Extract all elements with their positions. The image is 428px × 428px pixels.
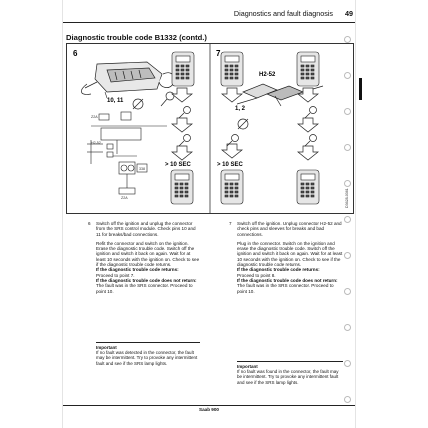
diagram-figure (66, 43, 354, 214)
thumb-index-tab (359, 78, 362, 100)
important-rule (96, 342, 200, 343)
step-7-condition-1: If the diagnostic trouble code returns: (237, 267, 320, 273)
step-7-text (237, 221, 343, 294)
circuit-diagram (87, 112, 167, 194)
binder-hole (344, 144, 351, 151)
binder-hole (344, 288, 351, 295)
step-6-condition-1: If the diagnostic trouble code returns: (96, 267, 179, 273)
timer-left: > 10 SEC (165, 162, 191, 168)
diagnostic-tool-right-bottom (221, 170, 243, 204)
ignition-key-icon-3 (179, 135, 191, 147)
pins-label: 10, 11 (107, 98, 124, 104)
section-title: Diagnostic trouble code B1332 (contd.) (66, 33, 207, 42)
step-right-number: 7 (216, 49, 221, 58)
step-left-number: 6 (73, 49, 78, 58)
binder-hole (344, 108, 351, 115)
step-6-result-1: Proceed to point 7. (96, 272, 135, 278)
step-7-number: 7 (229, 221, 232, 226)
binder-hole (344, 396, 351, 403)
step-6-para-2: Refit the connector and switch on the ignition. Erase the diagnostic trouble code. Switch off the ignition and switch it back on again. Wait for at least 10 seconds with the ignition on. Check to see if the diagnostic trouble code returns. (96, 240, 200, 268)
step-6-important-heading: Important (96, 345, 117, 350)
binder-hole (344, 252, 351, 259)
step-6-condition-2: If the diagnostic trouble code does not return: (96, 277, 197, 283)
step-6-important-text: If no fault was detected in the connector, the fault may be intermittent. Try to provoke any intermittent fault and see if the SRS lamp lights. (96, 350, 198, 366)
step-6-result-2: The fault was in the SRS connector. Proceed to point 10. (96, 283, 193, 294)
multimeter-icon-right (238, 119, 248, 129)
manual-page (63, 0, 355, 428)
binder-hole (344, 324, 351, 331)
header-title: Diagnostics and fault diagnosis (233, 9, 333, 18)
svg-text:Z2A: Z2A (91, 115, 98, 119)
step-6-number: 6 (88, 221, 91, 226)
step-7-important-heading: Important (237, 364, 258, 369)
page-footer: Saab 900 (199, 407, 219, 412)
connector-label: H2-52 (259, 72, 276, 78)
flow-arrows-left (172, 88, 192, 160)
diagnostic-tool-right-top (221, 52, 243, 86)
step-7-result-1: Proceed to point 8. (237, 272, 276, 278)
binder-hole (344, 216, 351, 223)
diagram-illustration (67, 44, 353, 213)
binder-hole (344, 72, 351, 79)
diagnostic-tool-left-top (172, 52, 194, 86)
step-7-para-2: Plug in the connector. Switch on the ignition and erase the diagnostic trouble code. Switch off the ignition and switch it back on again. Wait for at least 10 seconds with the ignition on. Check to see if the diagnostic trouble code returns. (237, 240, 343, 268)
header-rule (63, 22, 355, 23)
diagnostic-tool-right-bottom-2 (297, 170, 319, 204)
binder-hole (344, 180, 351, 187)
diagnostic-tool-left-bottom (171, 170, 193, 204)
svg-text:Z2A: Z2A (121, 196, 128, 200)
step-7-result-2: The fault was in the SRS connector. Proceed to point 10. (237, 283, 334, 294)
diagnostic-tool-right-top-2 (297, 52, 319, 86)
step-7-important-text: If no fault was found in the connector, the fault may be intermittent. Try to provoke any intermittent fault and see if the SRS lamp lights. (237, 369, 339, 385)
binder-hole (344, 360, 351, 367)
step-6-important-box (96, 342, 200, 366)
svg-text:338: 338 (139, 167, 145, 171)
page-header (63, 9, 355, 21)
timer-right: > 10 SEC (217, 162, 243, 168)
step-6-para-1: Switch off the ignition and unplug the connector from the SRS control module. Check pins 10 and 11 for breaks/bad connections. (96, 221, 196, 237)
important-rule (237, 361, 343, 362)
page-number: 49 (345, 9, 353, 18)
step-7-important-box (237, 361, 343, 385)
step-7-condition-2: If the diagnostic trouble code does not return: (237, 277, 338, 283)
ignition-key-icon-2 (179, 107, 191, 119)
footer-rule (63, 405, 355, 406)
pins-right-label: 1, 2 (235, 106, 246, 112)
figure-code: D3628-0361 (345, 188, 349, 208)
multimeter-icon (133, 99, 143, 109)
step-7-para-1: Switch off the ignition. Unplug connector H2-52 and check pins and sleeves for breaks and bad connections. (237, 221, 342, 237)
binder-hole (344, 36, 351, 43)
flow-arrows-right (222, 88, 318, 160)
step-6-text (96, 221, 200, 294)
svg-text:H2-52: H2-52 (91, 141, 101, 145)
srs-connector-drawing (81, 62, 162, 94)
